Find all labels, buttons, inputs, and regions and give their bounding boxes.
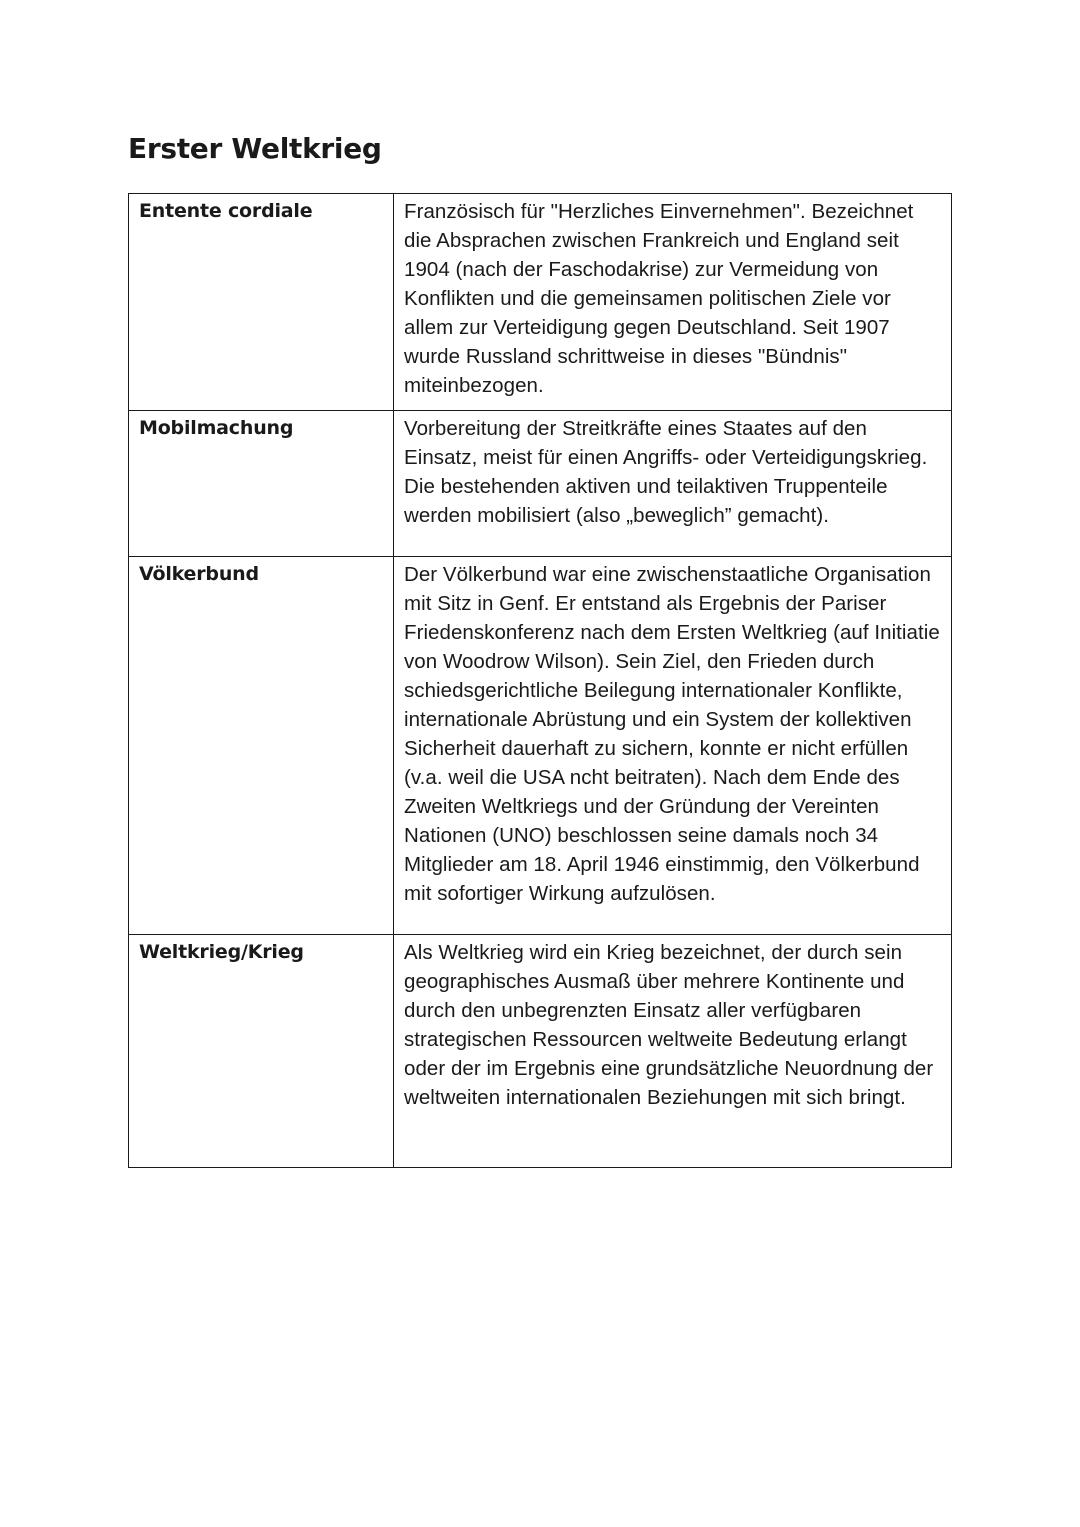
definition-mobilmachung: Vorbereitung der Streitkräfte eines Staates auf den Einsatz, meist für einen Angriffs- oder Verteidigungskrieg. Die bestehenden aktiven und teilaktiven Truppenteile werden mobilisiert (also „beweglich” gemacht).: [394, 411, 952, 557]
glossary-row: [129, 411, 952, 557]
glossary-row: [129, 194, 952, 411]
glossary-row: [129, 557, 952, 935]
definition-voelkerbund: Der Völkerbund war eine zwischenstaatliche Organisation mit Sitz in Genf. Er entstand als Ergebnis der Pariser Friedenskonferenz nach dem Ersten Weltkrieg (auf Initiatie von Woodrow Wilson). Sein Ziel, den Frieden durch schiedsgerichtliche Beilegung internationaler Konflikte, internationale Abrüstung und ein System der kollektiven Sicherheit dauerhaft zu sichern, konnte er nicht erfüllen (v.a. weil die USA ncht beitraten). Nach dem Ende des Zweiten Weltkriegs und der Gründung der Vereinten Nationen (UNO) beschlossen seine damals noch 34 Mitglieder am 18. April 1946 einstimmig, den Völkerbund mit sofortiger Wirkung aufzulösen.: [394, 557, 952, 935]
definition-weltkrieg: Als Weltkrieg wird ein Krieg bezeichnet, der durch sein geographisches Ausmaß über mehrere Kontinente und durch den unbegrenzten Einsatz aller verfügbaren strategischen Ressourcen weltweite Bedeutung erlangt oder der im Ergebnis eine grundsätzliche Neuordnung der weltweiten internationalen Beziehungen mit sich bringt.: [394, 935, 952, 1168]
term-mobilmachung: Mobilmachung: [129, 411, 394, 557]
term-weltkrieg: Weltkrieg/Krieg: [129, 935, 394, 1168]
page-title: Erster Weltkrieg: [128, 132, 382, 165]
term-entente-cordiale: Entente cordiale: [129, 194, 394, 411]
definition-entente-cordiale: Französisch für "Herzliches Einvernehmen". Bezeichnet die Absprachen zwischen Frankreich und England seit 1904 (nach der Faschodakrise) zur Vermeidung von Konflikten und die gemeinsamen politischen Ziele vor allem zur Verteidigung gegen Deutschland. Seit 1907 wurde Russland schrittweise in dieses "Bündnis" miteinbezogen.: [394, 194, 952, 411]
glossary-table: [128, 193, 952, 1168]
glossary-row: [129, 935, 952, 1168]
term-voelkerbund: Völkerbund: [129, 557, 394, 935]
